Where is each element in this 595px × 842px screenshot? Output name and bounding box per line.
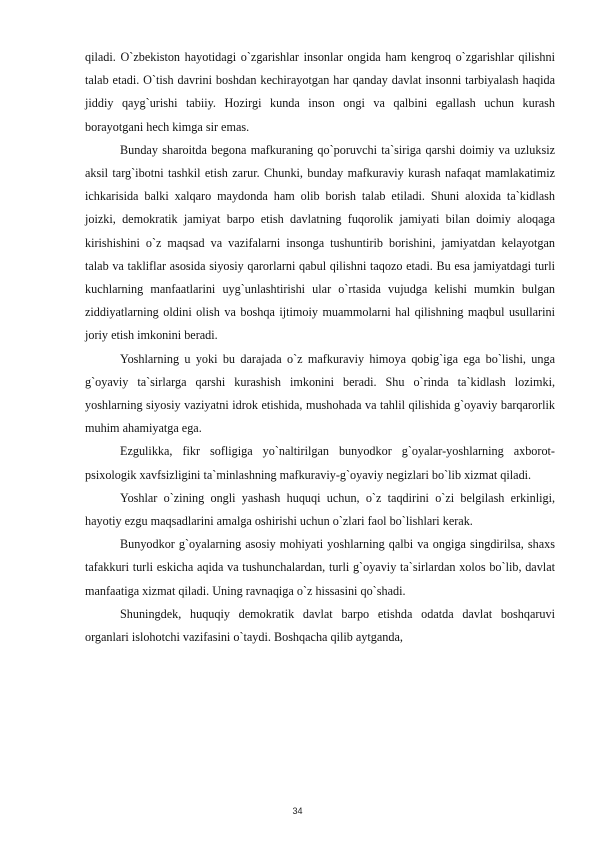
page-number: 34: [292, 806, 303, 816]
paragraph-4: Ezgulikka, fikr sofligiga yo`naltirilgan bunyodkor g`oyalar-yoshlarning axborot-psixologik xavfsizligini ta`minlashning mafkuraviy-g`oyaviy negizlari bo`lib xizmat qiladi.: [85, 444, 555, 482]
paragraph-3: Yoshlarning u yoki bu darajada o`z mafkuraviy himoya qobig`iga ega bo`lishi, unga g`oyaviy ta`sirlarga qarshi kurashish imkonini beradi. Shu o`rinda ta`kidlash lozimki, yoshlarning siyosiy vaziyatni idrok etishida, mushohada va tahlil qilishida g`oyaviy barqarorlik muhim ahamiyatga ega.: [85, 351, 555, 436]
paragraph-6: Bunyodkor g`oyalarning asosiy mohiyati yoshlarning qalbi va ongiga singdirilsa, shaxs tafakkuri turli eskicha aqida va tushunchalardan, turli g`oyaviy ta`sirlardan xolos bo`lib, davlat manfaatiga xizmat qiladi. Uning ravnaqiga o`z hissasini qo`shadi.: [85, 537, 555, 598]
paragraph-5: Yoshlar o`zining ongli yashash huquqi uchun, o`z taqdirini o`zi belgilash erkinligi, hayotiy ezgu maqsadlarini amalga oshirishi uchun o`zlari faol bo`lishlari kerak.: [85, 490, 555, 529]
paragraph-7: Shuningdek, huquqiy demokratik davlat barpo etishda odatda davlat boshqaruvi organlari islohotchi vazifasini o`taydi. Boshqacha qilib aytganda,: [85, 606, 555, 645]
page-body: [85, 46, 555, 649]
paragraph-2: Bunday sharoitda begona mafkuraning qo`poruvchi ta`siriga qarshi doimiy va uzluksiz aksil targ`ibotni tashkil etish zarur. Chunki, bunday mafkuraviy kurash nafaqat mamlakatimiz ichkarisida balki xalqaro maydonda ham olib borish talab etiladi. Shuni aloxida ta`kidlash joizki, demokratik jamiyat barpo etish davlatning fuqorolik jamiyati bilan doimiy aloqaga kirishishini o`z maqsad va vazifalarni insonga tushuntirib borishini, jamiyatdan kelayotgan talab va takliflar asosida siyosiy qarorlarni qabul qilishni taqozo etadi. Bu esa jamiyatdagi turli kuchlarning manfaatlarini uyg`unlashtirishi ular o`rtasida vujudga kelishi mumkin bulgan ziddiyatlarning oldini olish va boshqa ijtimoiy muammolarni hal qilishning maqbul usullarini joriy etish imkonini beradi.: [85, 142, 555, 343]
paragraph-1: qiladi. O`zbekiston hayotidagi o`zgarishlar insonlar ongida ham kengroq o`zgarishlar qilishni talab etadi. O`tish davrini boshdan kechirayotgan har qanday davlat insonni tarbiyalash haqida jiddiy qayg`urishi tabiiy. Hozirgi kunda inson ongi va qalbini egallash uchun kurash borayotgani hech kimga sir emas.: [85, 50, 555, 134]
